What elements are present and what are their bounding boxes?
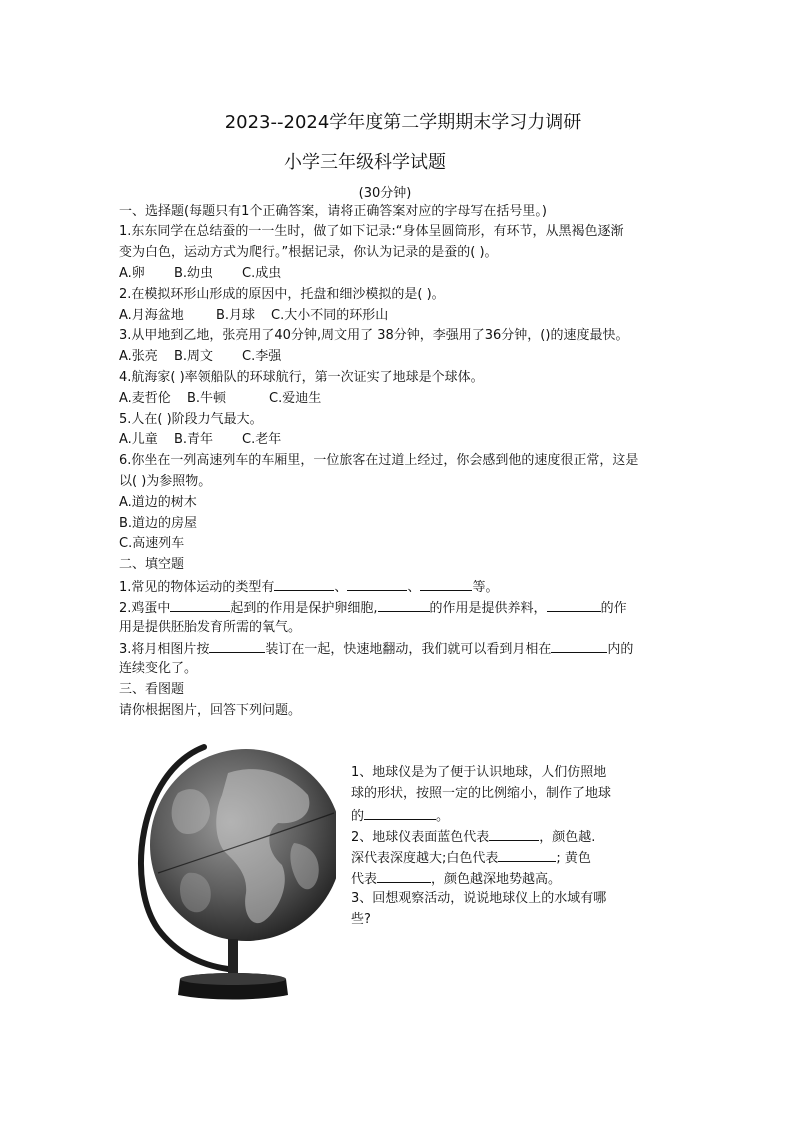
fill-question-3-line1 [119, 638, 633, 660]
option-c: C.爱迪生 [269, 391, 322, 406]
fill-3-text: 装订在一起，快速地翻动，我们就可以看到月相在 [265, 642, 552, 657]
picture-question-3-line2: 些? [351, 912, 371, 927]
question-2: 2.在模拟环形山形成的原因中，托盘和细沙模拟的是( )。 [119, 287, 445, 302]
question-6-option-b: B.道边的房屋 [119, 516, 198, 531]
answer-blank[interactable] [377, 868, 431, 883]
fill-2-text: 2.鸡蛋中 [119, 601, 171, 616]
option-b: B.牛顿 [187, 391, 227, 406]
fill-1-text: 1.常见的物体运动的类型有 [119, 580, 275, 595]
question-4-options [119, 389, 321, 409]
answer-blank[interactable] [274, 576, 334, 591]
fill-2-text: 的作用是提供养料， [429, 601, 547, 616]
option-c: C.老年 [242, 432, 282, 447]
question-3-options [119, 347, 281, 367]
fill-2-text: 的作 [600, 601, 627, 616]
option-a: A.麦哲伦 [119, 391, 171, 406]
answer-blank[interactable] [489, 826, 539, 841]
picture-q2-text: 代表 [351, 872, 378, 887]
option-b: B.青年 [174, 432, 214, 447]
answer-blank[interactable] [170, 597, 230, 612]
picture-question-2-line3 [351, 868, 561, 890]
section3-heading: 三、看图题 [119, 682, 185, 697]
picture-question-3-line1: 3、回想观察活动，说说地球仪上的水域有哪 [351, 891, 607, 906]
answer-blank[interactable] [551, 638, 607, 653]
fill-question-1 [119, 576, 498, 598]
answer-blank[interactable] [378, 597, 430, 612]
option-a: A.月海盆地 [119, 308, 184, 323]
question-1-options [119, 264, 281, 284]
picture-q2-text: 深代表深度越大;白色代表 [351, 851, 499, 866]
picture-q2-text: ，颜色越深地势越高。 [431, 872, 562, 887]
answer-blank[interactable] [420, 576, 472, 591]
exam-subtitle: 小学三年级科学试题 [284, 152, 446, 173]
option-b: B.周文 [174, 349, 214, 364]
fill-3-text: 内的 [607, 642, 634, 657]
fill-question-2-line1 [119, 597, 627, 619]
question-3: 3.从甲地到乙地，张亮用了40分钟,周文用了 38分钟，李强用了36分钟，()的速度最快。 [119, 328, 629, 343]
picture-q2-text: 2、地球仪表面蓝色代表 [351, 830, 490, 845]
picture-question-2-line1 [351, 826, 595, 848]
option-c: C.成虫 [242, 266, 282, 281]
question-6-option-a: A.道边的树木 [119, 495, 197, 510]
picture-question-1-line1: 1、地球仪是为了便于认识地球，人们仿照地 [351, 765, 607, 780]
question-1-line1: 1.东东同学在总结蚕的一一生时，做了如下记录:“身体呈圆筒形，有环节，从黑褐色逐渐 [119, 224, 624, 239]
fill-question-2-line2: 用是提供胚胎发育所需的氧气。 [119, 620, 302, 635]
question-4: 4.航海家( )率领船队的环球航行，第一次证实了地球是个球体。 [119, 370, 484, 385]
section3-intro: 请你根据图片，回答下列问题。 [119, 703, 302, 718]
picture-q2-text: ，颜色越. [539, 830, 596, 845]
question-2-options [119, 306, 388, 326]
picture-question-2-line2 [351, 847, 591, 869]
question-6-line2: 以( )为参照物。 [119, 474, 212, 489]
separator: 、 [334, 580, 348, 595]
picture-q1-text: 的 [351, 809, 365, 824]
option-a: A.卵 [119, 266, 145, 281]
answer-blank[interactable] [498, 847, 556, 862]
answer-blank[interactable] [364, 805, 436, 820]
answer-blank[interactable] [547, 597, 601, 612]
option-a: A.儿童 [119, 432, 158, 447]
picture-q1-end: 。 [436, 809, 450, 824]
exam-title: 2023--2024学年度第二学期期末学习力调研 [224, 112, 582, 133]
picture-question-1-line3 [351, 805, 449, 827]
option-a: A.张亮 [119, 349, 158, 364]
section2-heading: 二、填空题 [119, 557, 185, 572]
picture-q2-text: ; 黄色 [556, 851, 591, 866]
option-c: C.大小不同的环形山 [271, 308, 389, 323]
fill-question-3-line2: 连续变化了。 [119, 661, 198, 676]
option-b: B.月球 [216, 308, 256, 323]
fill-1-end: 等。 [472, 580, 499, 595]
option-b: B.幼虫 [174, 266, 214, 281]
question-5: 5.人在( )阶段力气最大。 [119, 412, 263, 427]
option-c: C.李强 [242, 349, 282, 364]
globe-image [118, 733, 336, 1003]
question-5-options [119, 430, 281, 450]
section1-heading: 一、选择题(每题只有1个正确答案，请将正确答案对应的字母写在括号里。) [119, 204, 547, 219]
exam-duration: (30分钟) [358, 186, 412, 201]
fill-3-text: 3.将月相图片按 [119, 642, 210, 657]
answer-blank[interactable] [209, 638, 265, 653]
question-6-line1: 6.你坐在一列高速列车的车厢里，一位旅客在过道上经过，你会感到他的速度很正常，这是 [119, 453, 639, 468]
fill-2-text: 起到的作用是保护卵细胞, [230, 601, 378, 616]
answer-blank[interactable] [347, 576, 407, 591]
question-6-option-c: C.高速列车 [119, 536, 185, 551]
separator: 、 [407, 580, 421, 595]
question-1-line2: 变为白色，运动方式为爬行。”根据记录，你认为记录的是蚕的( )。 [119, 245, 498, 260]
picture-question-1-line2: 球的形状，按照一定的比例缩小，制作了地球 [351, 786, 612, 801]
